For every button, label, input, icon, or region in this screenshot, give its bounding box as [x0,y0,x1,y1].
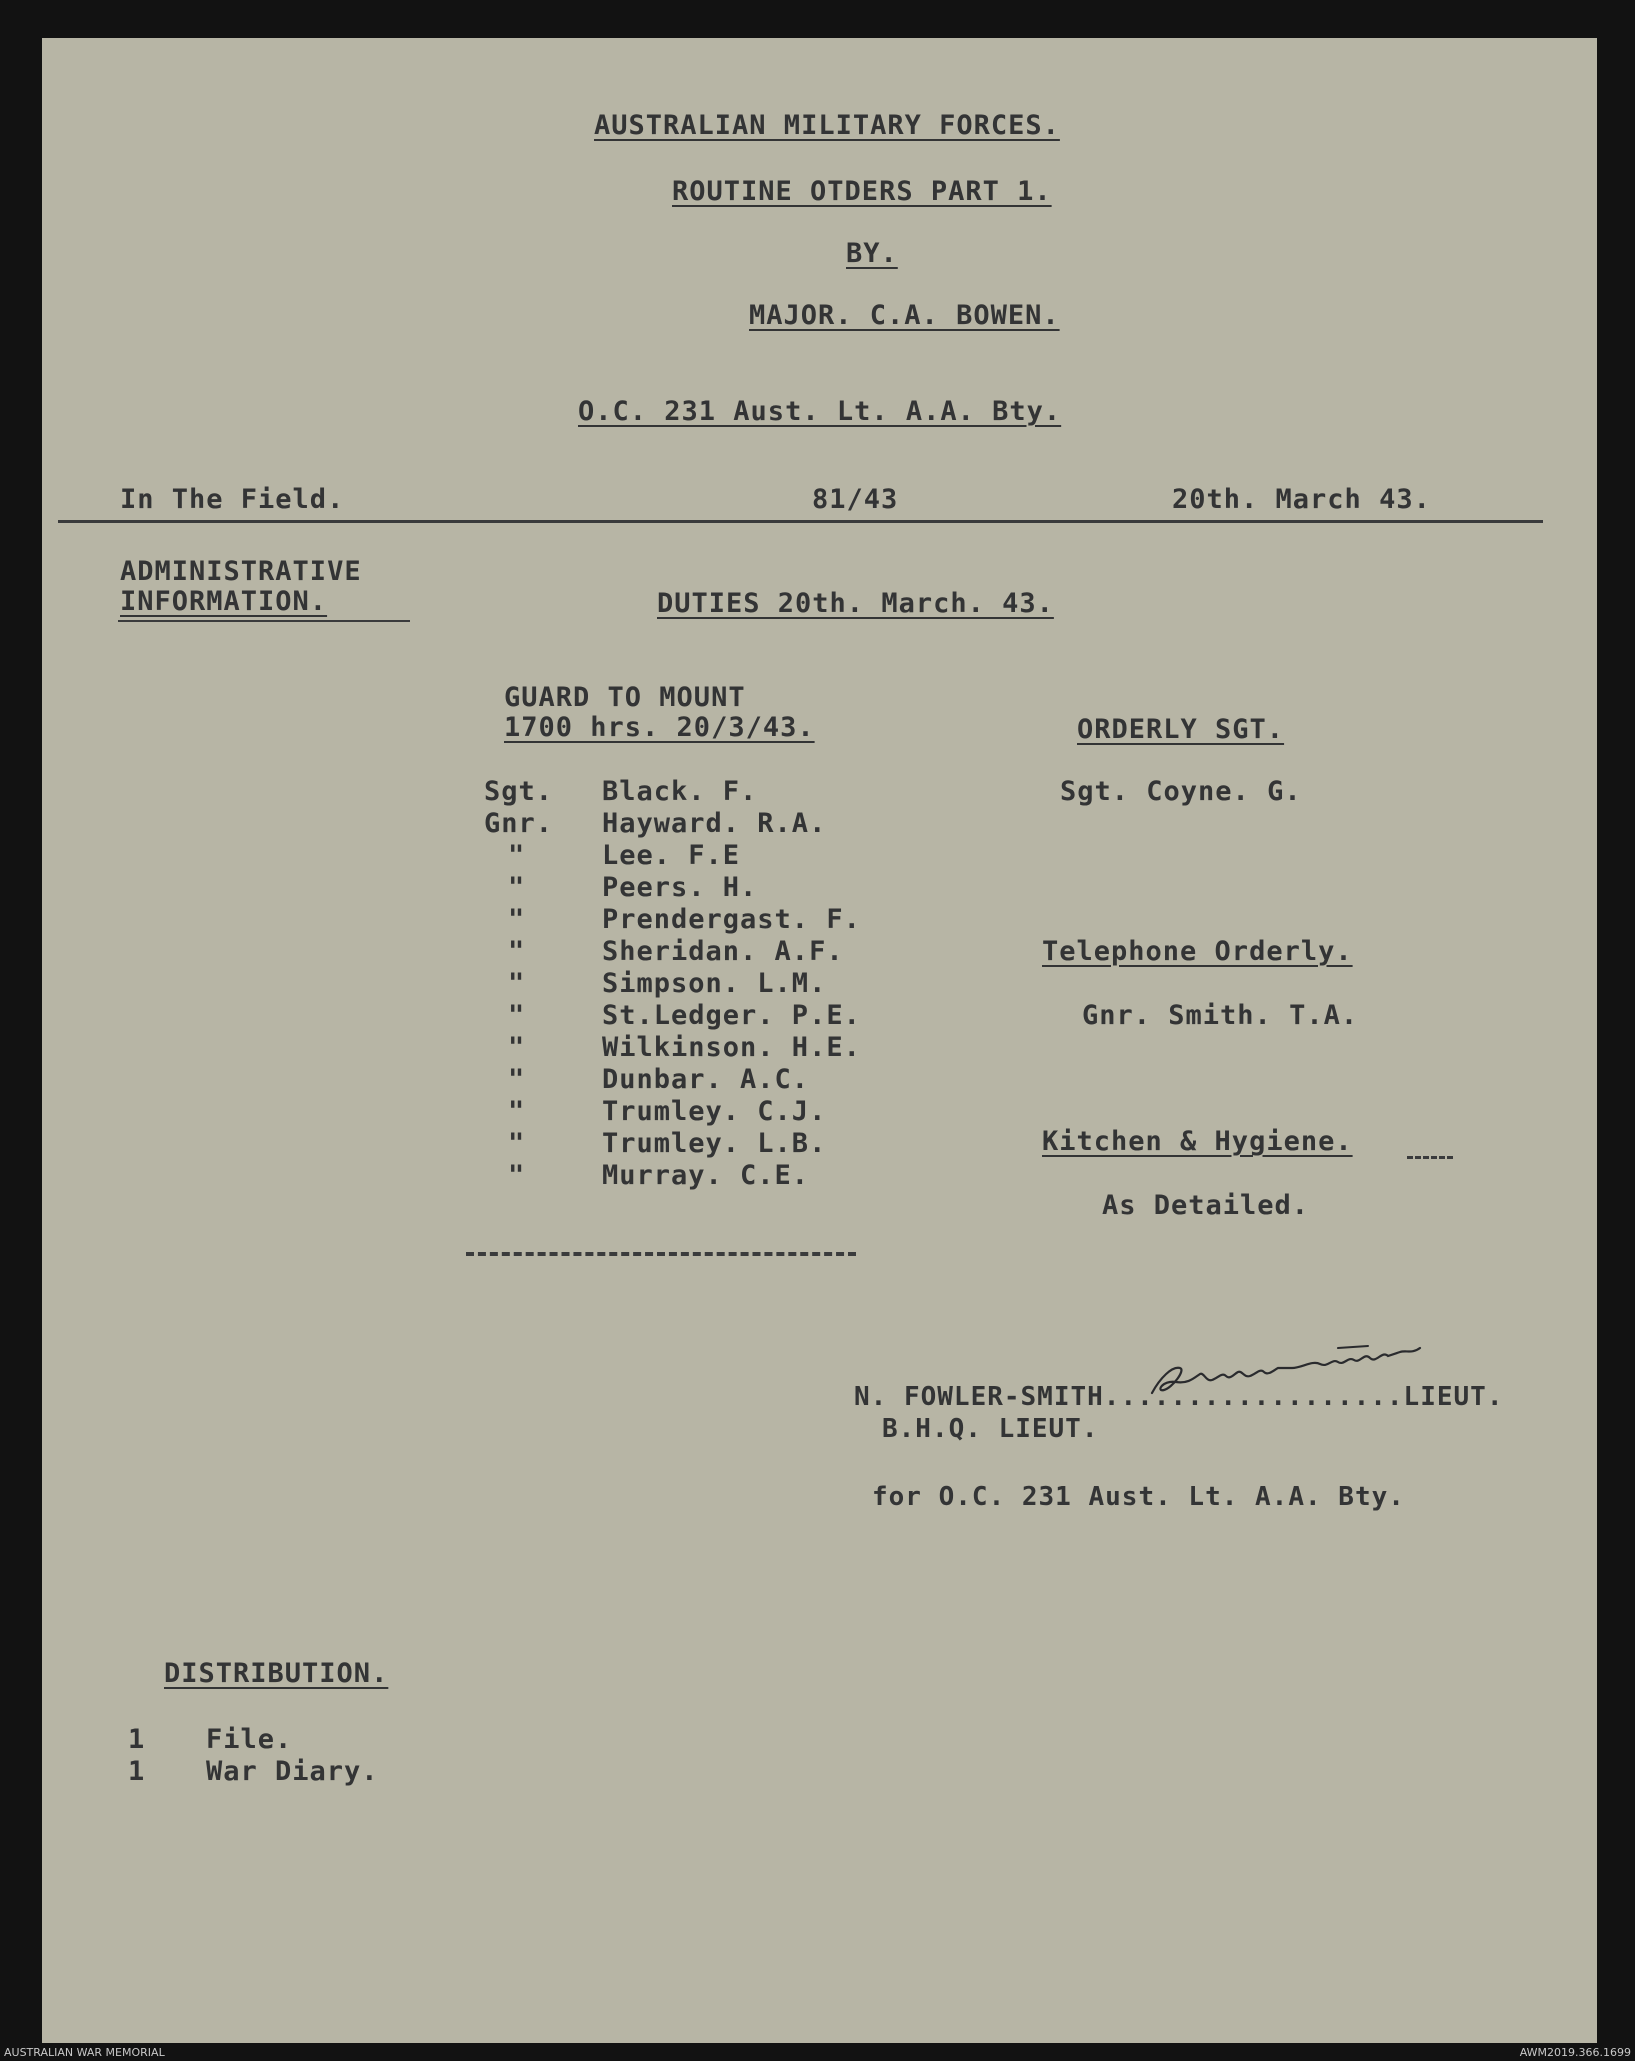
dateline-place: In The Field. [120,484,345,515]
guard-rank: " [508,968,526,999]
kitchen-title: Kitchen & Hygiene. [1042,1126,1353,1157]
distribution-item: War Diary. [206,1756,379,1787]
guard-name: Simpson. L.M. [602,968,827,999]
orderly-title: ORDERLY SGT. [1077,714,1285,745]
admin-underline [118,620,410,622]
guard-rank: " [508,1160,526,1191]
guard-rank: " [508,1032,526,1063]
dateline-rule [58,520,1543,523]
kitchen-trailing-dash [1407,1156,1453,1159]
guard-rank: " [508,872,526,903]
guard-end-rule [466,1252,856,1256]
guard-name: St.Ledger. P.E. [602,1000,861,1031]
header-major: MAJOR. C.A. BOWEN. [749,300,1060,331]
distribution-count: 1 [128,1756,146,1787]
guard-name: Hayward. R.A. [602,808,827,839]
guard-name: Lee. F.E [602,840,741,871]
header-forces: AUSTRALIAN MILITARY FORCES. [594,110,1060,141]
signature-rank-line: B.H.Q. LIEUT. [882,1414,1099,1444]
admin-label-line1: ADMINISTRATIVE [120,556,362,587]
guard-title-line2: 1700 hrs. 20/3/43. [504,712,815,743]
duties-title: DUTIES 20th. March. 43. [657,588,1054,619]
kitchen-value: As Detailed. [1102,1190,1310,1221]
dateline-date: 20th. March 43. [1172,484,1431,515]
guard-rank: " [508,904,526,935]
telephone-name: Gnr. Smith. T.A. [1082,1000,1359,1031]
guard-rank: " [508,1128,526,1159]
footer-institution: AUSTRALIAN WAR MEMORIAL [4,2046,165,2059]
distribution-title: DISTRIBUTION. [164,1658,389,1689]
guard-rank: Sgt. [484,776,554,807]
orderly-name: Sgt. Coyne. G. [1060,776,1302,807]
guard-title-line1: GUARD TO MOUNT [504,682,746,713]
guard-rank: " [508,1000,526,1031]
dateline-order-number: 81/43 [812,484,899,515]
guard-ranks [484,776,553,1192]
guard-name: Trumley. C.J. [602,1096,827,1127]
guard-rank: " [508,1096,526,1127]
guard-name: Sheridan. A.F. [602,936,844,967]
header-by: BY. [846,238,898,269]
guard-name: Dunbar. A.C. [602,1064,810,1095]
document-page [42,38,1597,2043]
guard-name: Wilkinson. H.E. [602,1032,861,1063]
guard-name: Black. F. [602,776,758,807]
telephone-title: Telephone Orderly. [1042,936,1353,967]
header-oc-unit: O.C. 231 Aust. Lt. A.A. Bty. [578,396,1062,427]
guard-name: Trumley. L.B. [602,1128,827,1159]
signature-name-line: N. FOWLER-SMITH..................LIEUT. [854,1382,1504,1412]
handwritten-signature [1142,1338,1442,1408]
guard-rank: " [508,840,526,871]
guard-rank: Gnr. [484,808,554,839]
header-routine-orders: ROUTINE OTDERS PART 1. [672,176,1052,207]
admin-label-line2: INFORMATION. [120,586,328,617]
signature-for-line: for O.C. 231 Aust. Lt. A.A. Bty. [872,1482,1405,1512]
guard-names [602,776,861,1192]
guard-name: Prendergast. F. [602,904,861,935]
distribution-item: File. [206,1724,293,1755]
guard-name: Peers. H. [602,872,758,903]
footer-accession-number: AWM2019.366.1699 [1519,2046,1631,2059]
guard-rank: " [508,1064,526,1095]
guard-rank: " [508,936,526,967]
distribution-count: 1 [128,1724,146,1755]
guard-name: Murray. C.E. [602,1160,810,1191]
